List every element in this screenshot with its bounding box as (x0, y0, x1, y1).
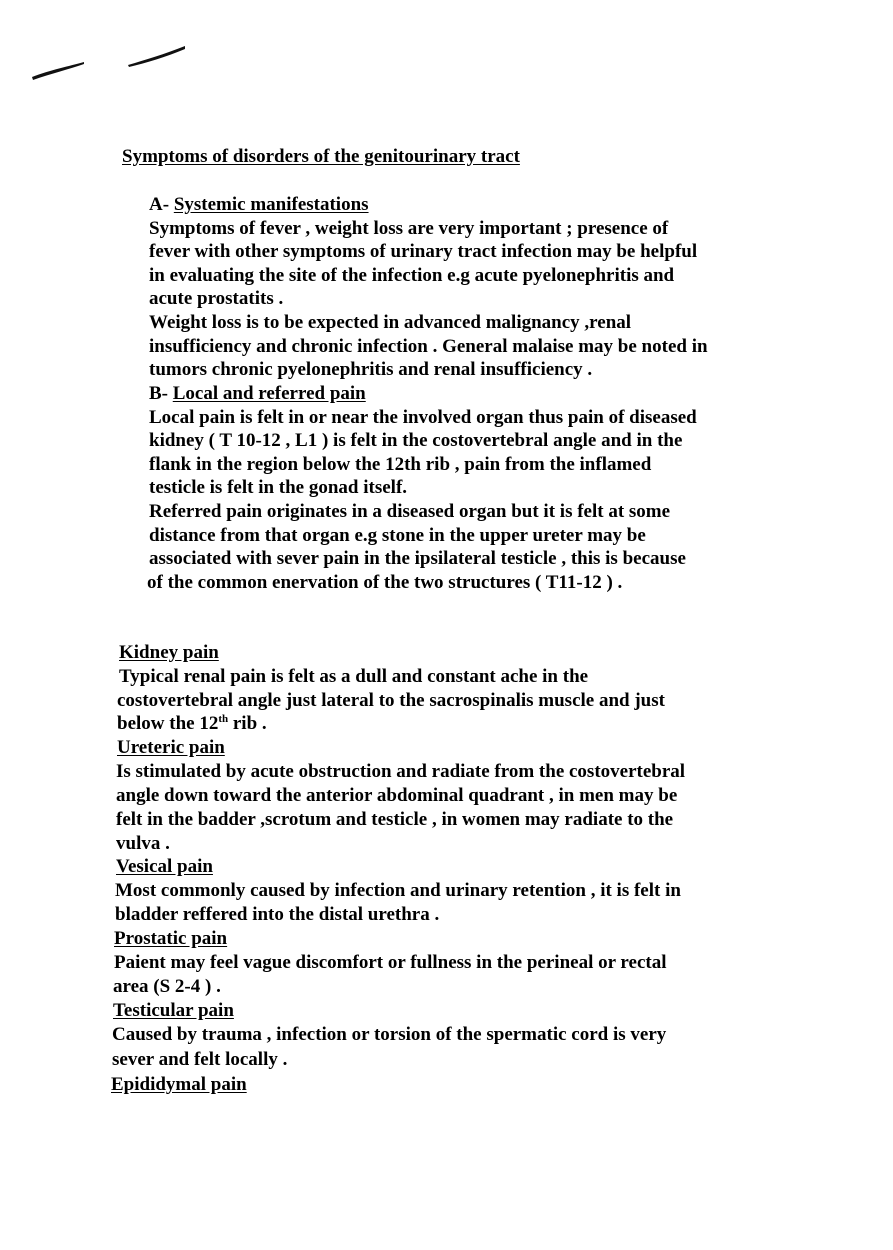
paragraph-line: sever and felt locally . (112, 1049, 288, 1070)
paragraph-line: associated with sever pain in the ipsilateral testicle , this is because (149, 548, 686, 569)
paragraph-line: Typical renal pain is felt as a dull and constant ache in the (119, 666, 589, 687)
paragraph-line: Most commonly caused by infection and urinary retention , it is felt in (115, 880, 681, 901)
paragraph-line: acute prostatits . (149, 288, 284, 309)
paragraph-line: angle down toward the anterior abdominal quadrant , in men may be (116, 785, 678, 806)
page-title: Symptoms of disorders of the genitourinary tract (122, 146, 520, 167)
section-a-heading-line (149, 193, 369, 217)
paragraph-line: of the common enervation of the two structures ( T11-12 ) . (147, 572, 623, 593)
section-a-heading: Systemic manifestations (173, 194, 369, 215)
paragraph-line: vulva . (116, 833, 170, 854)
paragraph-line: felt in the badder ,scrotum and testicle , in women may radiate to the (116, 809, 674, 830)
epididymal-pain-heading: Epididymal pain (111, 1074, 247, 1095)
paragraph-line: below the 12th rib . (117, 713, 267, 734)
paragraph-line: Symptoms of fever , weight loss are very important ; presence of (149, 218, 669, 239)
vesical-pain-heading: Vesical pain (116, 856, 213, 877)
paragraph-line: distance from that organ e.g stone in the upper ureter may be (149, 525, 646, 546)
paragraph-line: Paient may feel vague discomfort or fullness in the perineal or rectal (114, 952, 667, 973)
kidney-pain-heading: Kidney pain (119, 642, 219, 663)
paragraph-line: Referred pain originates in a diseased organ but it is felt at some (149, 501, 671, 522)
section-a-prefix: A- (149, 194, 174, 215)
prostatic-pain-heading: Prostatic pain (114, 928, 228, 949)
paragraph-line: kidney ( T 10-12 , L1 ) is felt in the costovertebral angle and in the (149, 430, 683, 451)
section-b-prefix: B- (149, 383, 173, 404)
paragraph-line: in evaluating the site of the infection e.g acute pyelonephritis and (149, 265, 675, 286)
paragraph-line: insufficiency and chronic infection . General malaise may be noted in (149, 336, 708, 357)
pen-stroke-right (128, 46, 185, 67)
section-b-heading: Local and referred pain (172, 383, 366, 404)
paragraph-line: costovertebral angle just lateral to the sacrospinalis muscle and just (117, 690, 665, 711)
pen-stroke-left (32, 62, 84, 80)
paragraph-line: tumors chronic pyelonephritis and renal insufficiency . (149, 359, 593, 380)
paragraph-line: Caused by trauma , infection or torsion of the spermatic cord is very (112, 1024, 667, 1045)
paragraph-line: bladder reffered into the distal urethra . (115, 904, 440, 925)
paragraph-line: Is stimulated by acute obstruction and radiate from the costovertebral (116, 761, 686, 782)
paragraph-line: Weight loss is to be expected in advanced malignancy ,renal (149, 312, 632, 333)
pen-stroke-marks (0, 0, 893, 120)
section-b-heading-line (149, 382, 366, 406)
paragraph-line: area (S 2-4 ) . (113, 976, 221, 997)
paragraph-line: flank in the region below the 12th rib , pain from the inflamed (149, 454, 652, 475)
paragraph-line: fever with other symptoms of urinary tract infection may be helpful (149, 241, 698, 262)
ureteric-pain-heading: Ureteric pain (117, 737, 225, 758)
paragraph-line: Local pain is felt in or near the involved organ thus pain of diseased (149, 407, 697, 428)
paragraph-line: testicle is felt in the gonad itself. (149, 477, 408, 498)
testicular-pain-heading: Testicular pain (113, 1000, 234, 1021)
ordinal-superscript: th (218, 713, 229, 725)
